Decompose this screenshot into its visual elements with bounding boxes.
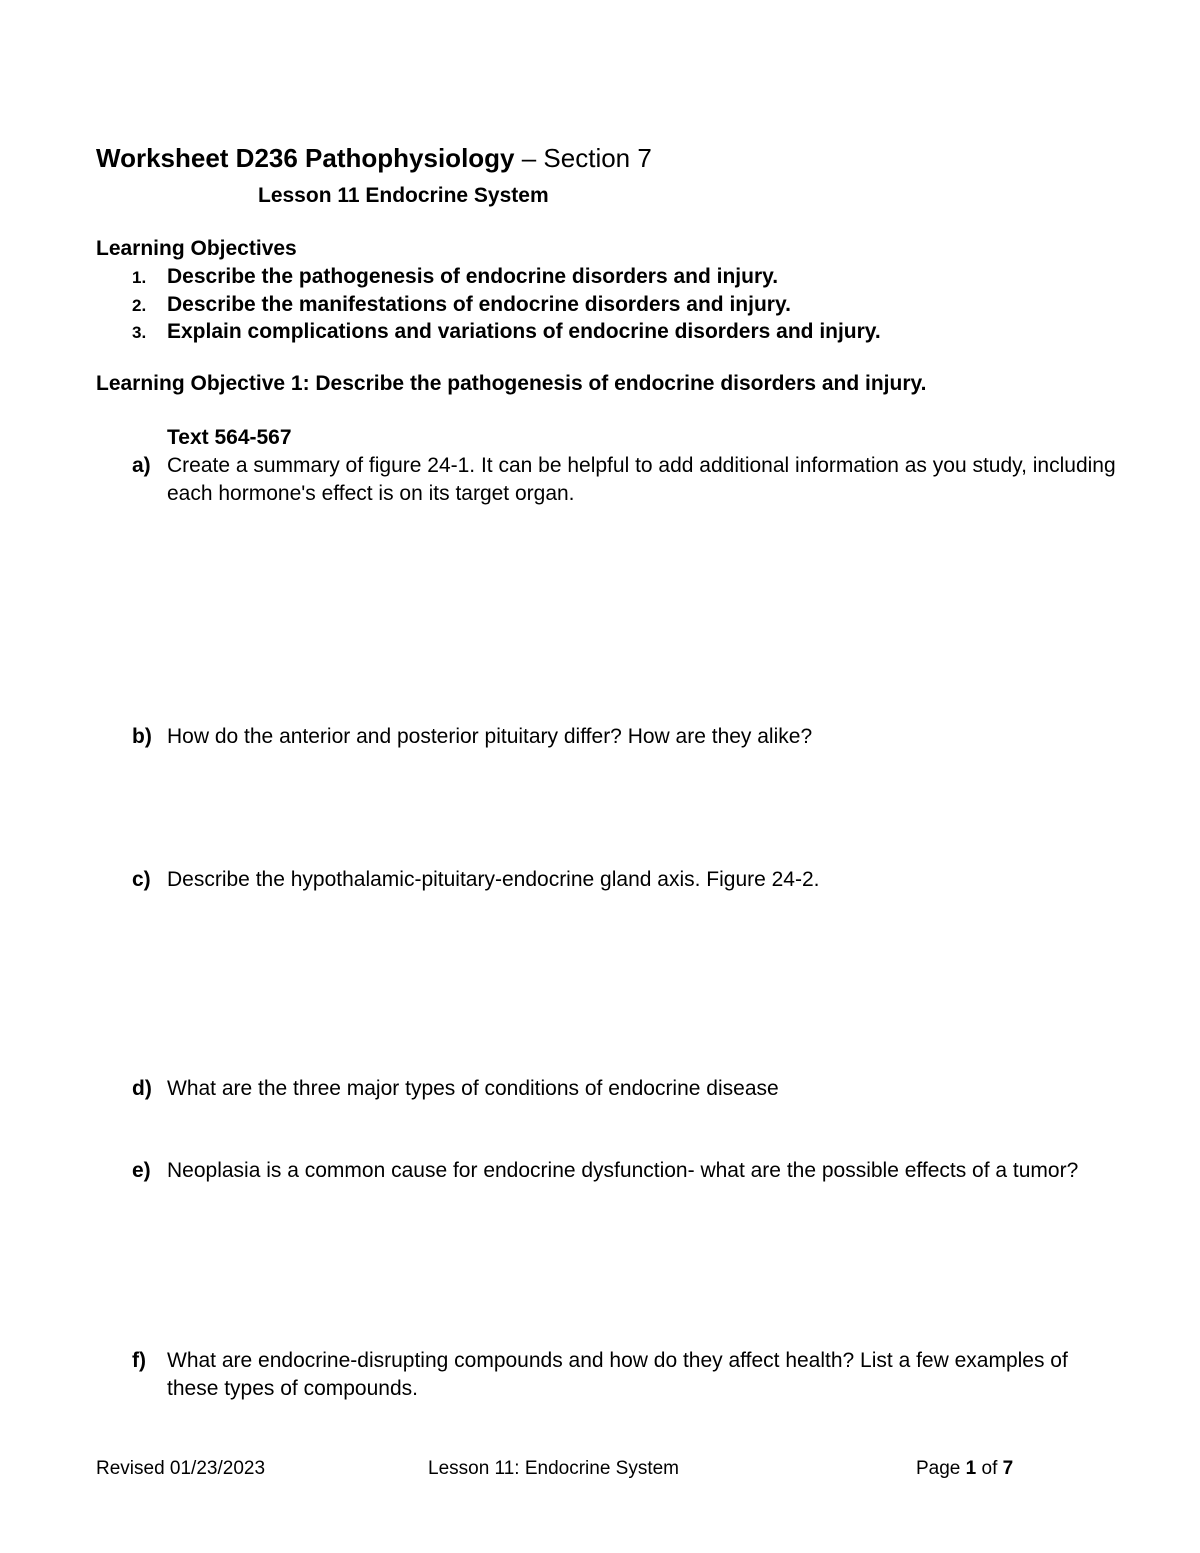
page-of: of bbox=[976, 1458, 1003, 1479]
question-letter: f) bbox=[132, 1349, 146, 1372]
page-label: Page bbox=[916, 1458, 966, 1479]
text-reference: Text 564-567 bbox=[167, 426, 292, 449]
question-letter: d) bbox=[132, 1077, 152, 1100]
question-a bbox=[96, 452, 1126, 507]
question-f bbox=[96, 1347, 1086, 1402]
title-section: – Section 7 bbox=[514, 143, 652, 173]
objective-text: Describe the pathogenesis of endocrine disorders and injury. bbox=[167, 265, 779, 288]
objective-number: 3. bbox=[132, 323, 147, 342]
objectives-list bbox=[96, 263, 881, 346]
objectives-heading: Learning Objectives bbox=[96, 237, 297, 260]
objective-number: 2. bbox=[132, 295, 147, 315]
question-text: How do the anterior and posterior pituitary differ? How are they alike? bbox=[167, 725, 813, 748]
page-title bbox=[96, 142, 652, 174]
question-d bbox=[96, 1075, 1126, 1103]
question-e bbox=[96, 1157, 1126, 1185]
question-text: Describe the hypothalamic-pituitary-endocrine gland axis. Figure 24-2. bbox=[167, 868, 820, 891]
question-letter: e) bbox=[132, 1159, 151, 1182]
question-text: Neoplasia is a common cause for endocrine dysfunction- what are the possible effects of a tumor? bbox=[167, 1159, 1079, 1182]
question-letter: b) bbox=[132, 725, 152, 748]
objective-number: 1. bbox=[132, 268, 147, 287]
objective-text: Explain complications and variations of endocrine disorders and injury. bbox=[167, 320, 881, 343]
footer-lesson: Lesson 11: Endocrine System bbox=[428, 1458, 680, 1479]
footer-page-number bbox=[916, 1457, 1013, 1481]
objective-1-heading: Learning Objective 1: Describe the pathogenesis of endocrine disorders and injury. bbox=[96, 372, 927, 395]
objective-item bbox=[96, 291, 881, 319]
objective-text: Describe the manifestations of endocrine disorders and injury. bbox=[167, 292, 791, 316]
question-letter: c) bbox=[132, 868, 151, 891]
question-c bbox=[96, 866, 1126, 894]
page-total: 7 bbox=[1002, 1458, 1014, 1479]
question-b bbox=[96, 723, 1126, 751]
question-text: Create a summary of figure 24-1. It can be helpful to add additional information as you study, including each hormone's effect is on its target organ. bbox=[167, 454, 1116, 505]
page-current: 1 bbox=[965, 1458, 977, 1479]
title-bold: Worksheet D236 Pathophysiology bbox=[96, 143, 515, 173]
footer-revised: Revised 01/23/2023 bbox=[96, 1458, 266, 1479]
objective-item bbox=[96, 263, 881, 291]
objective-item bbox=[96, 318, 881, 346]
question-letter: a) bbox=[132, 454, 151, 477]
question-text: What are the three major types of conditions of endocrine disease bbox=[167, 1077, 779, 1100]
page-subtitle: Lesson 11 Endocrine System bbox=[258, 184, 549, 207]
question-text: What are endocrine-disrupting compounds and how do they affect health? List a few examples of these types of compounds. bbox=[167, 1349, 1068, 1400]
